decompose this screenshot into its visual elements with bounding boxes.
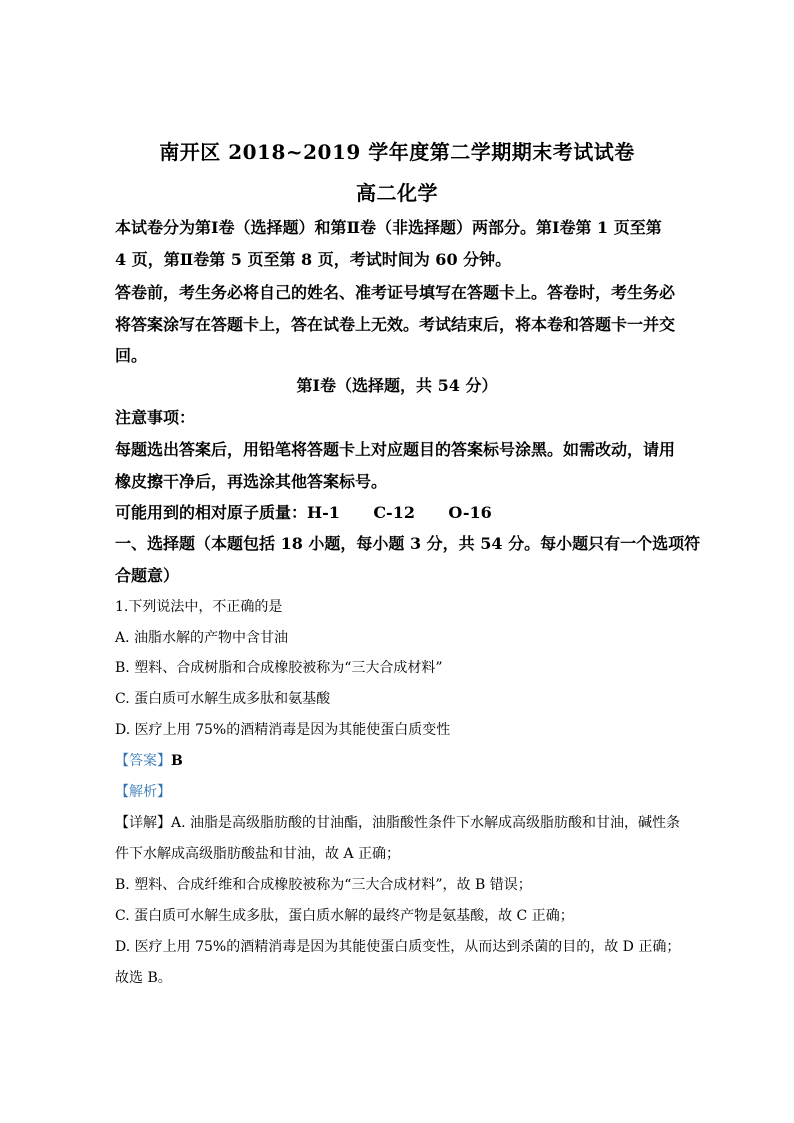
intro-line-1: 本试卷分为第Ⅰ卷（选择题）和第Ⅱ卷（非选择题）两部分。第Ⅰ卷第 1 页至第 — [115, 218, 662, 237]
section-heading: 第Ⅰ卷（选择题，共 54 分） — [296, 376, 498, 395]
answer-value: B — [171, 753, 183, 769]
intro-line-5: 回。 — [115, 346, 148, 365]
detail-line-4: C. 蛋白质可水解生成多肽，蛋白质水解的最终产物是氨基酸，故 C 正确； — [115, 908, 574, 924]
answer-line — [115, 750, 695, 770]
subject-title: 高二化学 — [356, 181, 438, 205]
option-a: A. 油脂水解的产物中含甘油 — [115, 630, 289, 646]
detail-line-5: D. 医疗上用 75%的酒精消毒是因为其能使蛋白质变性，从而达到杀菌的目的，故 D 正确； — [115, 939, 681, 955]
option-b: B. 塑料、合成树脂和合成橡胶被称为“三大合成材料” — [115, 660, 443, 676]
part1-instruction-1: 一、选择题（本题包括 18 小题，每小题 3 分，共 54 分。每小题只有一个选项符 — [115, 534, 701, 553]
notes-title: 注意事项： — [115, 408, 196, 427]
part1-instruction-2: 合题意） — [115, 566, 180, 585]
exam-title: 南开区 2018~2019 学年度第二学期期末考试试卷 — [159, 140, 635, 164]
option-d: D. 医疗上用 75%的酒精消毒是因为其能使蛋白质变性 — [115, 722, 451, 738]
notes-line-2: 橡皮擦干净后，再选涂其他答案标号。 — [115, 472, 388, 491]
notes-line-1: 每题选出答案后，用铅笔将答题卡上对应题目的答案标号涂黑。如需改动，请用 — [115, 440, 676, 459]
intro-line-4: 将答案涂写在答题卡上，答在试卷上无效。考试结束后，将本卷和答题卡一并交 — [115, 315, 676, 334]
detail-tag: 【详解】 — [115, 815, 171, 831]
option-c: C. 蛋白质可水解生成多肽和氨基酸 — [115, 691, 331, 707]
answer-tag: 【答案】 — [115, 753, 171, 769]
detail-line-6: 故选 B。 — [115, 970, 172, 986]
analysis-tag: 【解析】 — [115, 784, 171, 800]
intro-line-3: 答卷前，考生务必将自己的姓名、准考证号填写在答题卡上。答卷时，考生务必 — [115, 283, 676, 302]
intro-line-2: 4 页，第Ⅱ卷第 5 页至第 8 页，考试时间为 60 分钟。 — [115, 250, 512, 269]
analysis-line — [115, 781, 695, 801]
atomic-mass-line: 可能用到的相对原子质量：H-1 C-12 O-16 — [115, 503, 492, 522]
question-stem: 1.下列说法中，不正确的是 — [115, 599, 283, 615]
detail-text-1: A. 油脂是高级脂肪酸的甘油酯，油脂酸性条件下水解成高级脂肪酸和甘油，碱性条 — [171, 815, 681, 831]
detail-line-2: 件下水解成高级脂肪酸盐和甘油，故 A 正确； — [115, 846, 401, 862]
detail-line-1 — [115, 812, 695, 832]
detail-line-3: B. 塑料、合成纤维和合成橡胶被称为“三大合成材料”，故 B 错误； — [115, 877, 532, 893]
